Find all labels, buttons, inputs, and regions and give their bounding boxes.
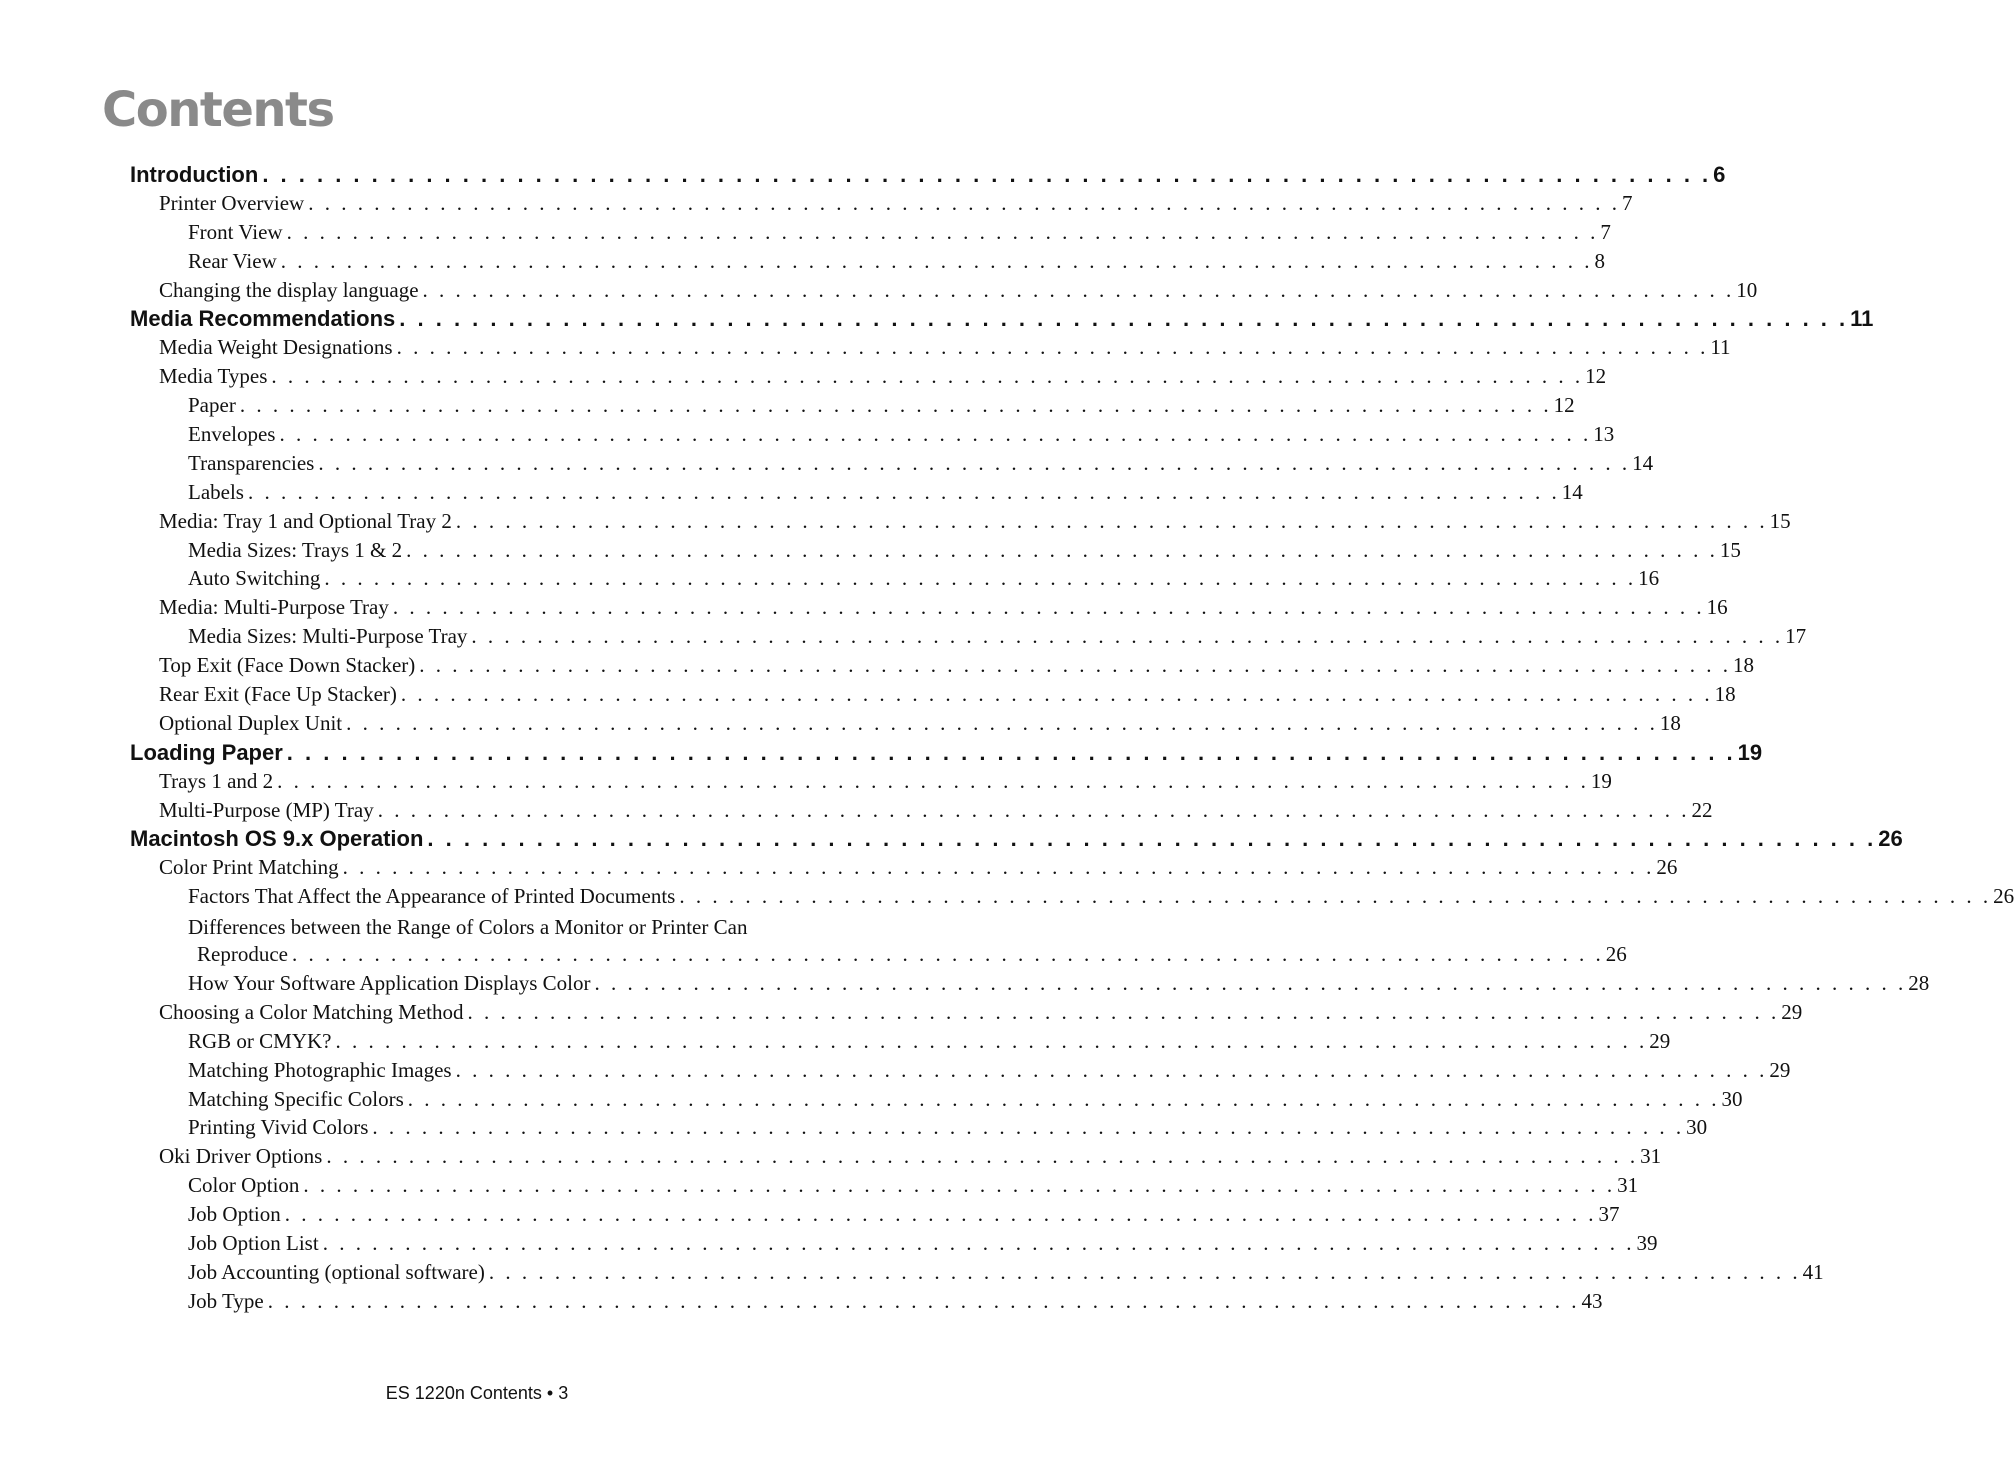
toc-entry-title: Rear Exit (Face Up Stacker) [159, 682, 397, 707]
toc-entry-title: Printing Vivid Colors [188, 1115, 369, 1140]
toc-entry-title: Color Option [188, 1173, 300, 1198]
toc-entry-page-number: 11 [1850, 306, 1874, 332]
toc-entry-page-number: 6 [1713, 162, 1726, 187]
dot-leader: . . . . . . . . . . . . . . . . . . . . . . . . . . . . . . . . . . . . . . . . . . . . . . . . . . . . . . . . . . . . . . . . . . . . . . . . . . . . . . . . [455, 508, 1768, 533]
toc-entry[interactable] [130, 710, 1681, 740]
toc-entry-title: RGB or CMYK? [188, 1028, 332, 1053]
dot-leader: . . . . . . . . . . . . . . . . . . . . . . . . . . . . . . . . . . . . . . . . . . . . . . . . . . . . . . . . . . . . . . . . . . . . . . . . . . . . . . . . [377, 797, 1690, 822]
toc-entry[interactable] [130, 1086, 1743, 1116]
toc-entry-title: Loading Paper [130, 739, 283, 765]
dot-leader: . . . . . . . . . . . . . . . . . . . . . . . . . . . . . . . . . . . . . . . . . . . . . . . . . . . . . . . . . . . . . . . . . . . . . . . . . . . . . . . . [342, 855, 1655, 880]
toc-entry-page-number: 26 [1993, 884, 2014, 909]
toc-entry[interactable] [130, 364, 1607, 393]
toc-entry-page-number: 28 [1908, 970, 1930, 995]
toc-entry[interactable] [130, 653, 1755, 682]
toc-entry[interactable] [130, 393, 1575, 422]
dot-leader: . . . . . . . . . . . . . . . . . . . . . . . . . . . . . . . . . . . . . . . . . . . . . . . . . . . . . . . . . . . . . . . . . . . . . . . . . . . . . . . . [303, 1173, 1616, 1198]
dot-leader: . . . . . . . . . . . . . . . . . . . . . . . . . . . . . . . . . . . . . . . . . . . . . . . . . . . . . . . . . . . . . . . . . . . . . . . . . . . . . . . . [326, 1144, 1639, 1169]
toc-entry-page-number: 13 [1593, 422, 1615, 447]
dot-leader: . . . . . . . . . . . . . . . . . . . . . . . . . . . . . . . . . . . . . . . . . . . . . . . . . . . . . . . . . . . . . . . . . . . . . . . . . . . . . . . . [262, 162, 1712, 187]
toc-entry-page-number: 18 [1659, 710, 1681, 735]
toc-entry-title: Rear View [188, 248, 277, 273]
toc-entry-page-number: 16 [1706, 595, 1728, 620]
toc-entry-title: Matching Photographic Images [188, 1057, 452, 1082]
toc-entry[interactable] [130, 826, 1903, 855]
toc-entry[interactable] [130, 1288, 1603, 1318]
toc-entry-page-number: 22 [1691, 797, 1713, 822]
dot-leader: . . . . . . . . . . . . . . . . . . . . . . . . . . . . . . . . . . . . . . . . . . . . . . . . . . . . . . . . . . . . . . . . . . . . . . . . . . . . . . . . [308, 190, 1620, 215]
toc-entry[interactable] [130, 884, 2014, 913]
toc-entry-title: Color Print Matching [159, 855, 339, 880]
dot-leader: . . . . . . . . . . . . . . . . . . . . . . . . . . . . . . . . . . . . . . . . . . . . . . . . . . . . . . . . . . . . . . . . . . . . . . . . . . . . . . . . [277, 768, 1589, 793]
toc-entry[interactable] [130, 1259, 1824, 1289]
toc-entry[interactable] [130, 595, 1728, 624]
toc-entry-page-number: 31 [1617, 1173, 1639, 1198]
toc-entry[interactable] [130, 537, 1741, 567]
dot-leader: . . . . . . . . . . . . . . . . . . . . . . . . . . . . . . . . . . . . . . . . . . . . . . . . . . . . . . . . . . . . . . . . . . . . . . . . . . . . . . . . [239, 393, 1552, 418]
toc-entry-page-number: 29 [1649, 1028, 1671, 1053]
toc-entry[interactable] [130, 190, 1633, 220]
toc-entry-title: Paper [188, 393, 236, 418]
dot-leader: . . . . . . . . . . . . . . . . . . . . . . . . . . . . . . . . . . . . . . . . . . . . . . . . . . . . . . . . . . . . . . . . . . . . . . . . . . . . . . . . [594, 970, 1907, 995]
toc-entry[interactable] [130, 999, 1803, 1029]
dot-leader: . . . . . . . . . . . . . . . . . . . . . . . . . . . . . . . . . . . . . . . . . . . . . . . . . . . . . . . . . . . . . . . . . . . . . . . . . . . . . . . . [488, 1259, 1801, 1284]
toc-entry[interactable] [130, 1028, 1671, 1058]
dot-leader: . . . . . . . . . . . . . . . . . . . . . . . . . . . . . . . . . . . . . . . . . . . . . . . . . . . . . . . . . . . . . . . . . . . . . . . . . . . . . . . . [467, 999, 1780, 1024]
toc-entry[interactable] [130, 624, 1807, 653]
toc-entry-title: Macintosh OS 9.x Operation [130, 826, 424, 852]
toc-entry-page-number: 31 [1640, 1144, 1662, 1169]
toc-entry-page-number: 17 [1785, 624, 1807, 649]
dot-leader: . . . . . . . . . . . . . . . . . . . . . . . . . . . . . . . . . . . . . . . . . . . . . . . . . . . . . . . . . . . . . . . . . . . . . . . . . . . . . . . . [346, 710, 1658, 735]
toc-entry-page-number: 26 [1878, 826, 1903, 852]
dot-leader: . . . . . . . . . . . . . . . . . . . . . . . . . . . . . . . . . . . . . . . . . . . . . . . . . . . . . . . . . . . . . . . . . . . . . . . . . . . . . . . . [322, 1230, 1635, 1255]
toc-entry-title: Envelopes [188, 422, 276, 447]
toc-entry[interactable] [130, 162, 1726, 191]
toc-entry-page-number: 30 [1686, 1115, 1708, 1140]
toc-entry-page-number: 7 [1600, 219, 1611, 244]
dot-leader: . . . . . . . . . . . . . . . . . . . . . . . . . . . . . . . . . . . . . . . . . . . . . . . . . . . . . . . . . . . . . . . . . . . . . . . . . . . . . . . . [318, 450, 1631, 475]
dot-leader: . . . . . . . . . . . . . . . . . . . . . . . . . . . . . . . . . . . . . . . . . . . . . . . . . . . . . . . . . . . . . . . . . . . . . . . . . . . . . . . . [419, 653, 1732, 678]
toc-entry-page-number: 12 [1553, 393, 1575, 418]
page-footer: ES 1220n Contents • 3 [385, 1383, 569, 1403]
dot-leader: . . . . . . . . . . . . . . . . . . . . . . . . . . . . . . . . . . . . . . . . . . . . . . . . . . . . . . . . . . . . . . . . . . . . . . . . . . . . . . . . [400, 682, 1713, 707]
toc-entry-title: Media Weight Designations [159, 335, 393, 360]
dot-leader: . . . . . . . . . . . . . . . . . . . . . . . . . . . . . . . . . . . . . . . . . . . . . . . . . . . . . . . . . . . . . . . . . . . . . . . . . . . . . . . . [324, 566, 1637, 591]
toc-entry-page-number: 37 [1598, 1202, 1620, 1227]
toc-entry[interactable] [130, 1057, 1791, 1087]
dot-leader: . . . . . . . . . . . . . . . . . . . . . . . . . . . . . . . . . . . . . . . . . . . . . . . . . . . . . . . . . . . . . . . . . . . . . . . . . . . . . . . . [372, 1115, 1685, 1140]
toc-entry-page-number: 7 [1621, 190, 1633, 215]
toc-entry-title: Job Option List [188, 1230, 319, 1255]
toc-entry[interactable] [130, 739, 1763, 769]
toc-entry[interactable] [130, 479, 1583, 509]
dot-leader: . . . . . . . . . . . . . . . . . . . . . . . . . . . . . . . . . . . . . . . . . . . . . . . . . . . . . . . . . . . . . . . . . . . . . . . . . . . . . . . . [679, 884, 1992, 909]
toc-entry-page-number: 30 [1721, 1086, 1743, 1111]
table-of-contents [130, 162, 2014, 1318]
toc-entry-title: Job Accounting (optional software) [188, 1259, 485, 1284]
dot-leader: . . . . . . . . . . . . . . . . . . . . . . . . . . . . . . . . . . . . . . . . . . . . . . . . . . . . . . . . . . . . . . . . . . . . . . . . . . . . . . . . [247, 479, 1560, 504]
toc-entry[interactable] [130, 248, 1605, 278]
dot-leader: . . . . . . . . . . . . . . . . . . . . . . . . . . . . . . . . . . . . . . . . . . . . . . . . . . . . . . . . . . . . . . . . . . . . . . . . . . . . . . . . [280, 248, 1593, 273]
toc-entry-title: Introduction [130, 162, 259, 187]
toc-entry[interactable] [130, 566, 1660, 595]
toc-entry-title: Reproduce [197, 942, 288, 967]
toc-entry-title: Oki Driver Options [159, 1144, 323, 1169]
toc-entry-page-number: 16 [1638, 566, 1660, 591]
dot-leader: . . . . . . . . . . . . . . . . . . . . . . . . . . . . . . . . . . . . . . . . . . . . . . . . . . . . . . . . . . . . . . . . . . . . . . . . . . . . . . . . [392, 595, 1705, 620]
toc-entry[interactable] [130, 682, 1736, 711]
toc-entry[interactable] [130, 219, 1611, 249]
toc-entry[interactable] [130, 277, 1758, 307]
toc-entry-page-number: 14 [1632, 450, 1654, 475]
dot-leader: . . . . . . . . . . . . . . . . . . . . . . . . . . . . . . . . . . . . . . . . . . . . . . . . . . . . . . . . . . . . . . . . . . . . . . . . . . . . . . . . [279, 422, 1592, 447]
toc-entry[interactable] [130, 855, 1678, 884]
toc-entry-title: Factors That Affect the Appearance of Printed Documents [188, 884, 676, 909]
toc-entry[interactable] [130, 335, 1731, 364]
dot-leader: . . . . . . . . . . . . . . . . . . . . . . . . . . . . . . . . . . . . . . . . . . . . . . . . . . . . . . . . . . . . . . . . . . . . . . . . . . . . . . . . [271, 364, 1584, 389]
toc-entry-title: Media Sizes: Multi-Purpose Tray [188, 624, 468, 649]
toc-entry-title: Media Sizes: Trays 1 & 2 [188, 537, 403, 562]
dot-leader: . . . . . . . . . . . . . . . . . . . . . . . . . . . . . . . . . . . . . . . . . . . . . . . . . . . . . . . . . . . . . . . . . . . . . . . . . . . . . . . . [406, 537, 1718, 562]
toc-entry[interactable] [130, 508, 1791, 538]
toc-entry-title: Printer Overview [159, 190, 305, 215]
toc-entry-page-number: 18 [1714, 682, 1736, 707]
toc-entry-title: Front View [188, 219, 283, 244]
toc-entry-page-number: 15 [1719, 537, 1741, 562]
toc-entry-page-number: 19 [1737, 739, 1763, 765]
toc-entry-title: Job Option [188, 1202, 281, 1227]
dot-leader: . . . . . . . . . . . . . . . . . . . . . . . . . . . . . . . . . . . . . . . . . . . . . . . . . . . . . . . . . . . . . . . . . . . . . . . . . . . . . . . . [284, 1202, 1597, 1227]
toc-entry[interactable] [130, 1144, 1662, 1173]
dot-leader: . . . . . . . . . . . . . . . . . . . . . . . . . . . . . . . . . . . . . . . . . . . . . . . . . . . . . . . . . . . . . . . . . . . . . . . . . . . . . . . . [291, 942, 1604, 967]
dot-leader: . . . . . . . . . . . . . . . . . . . . . . . . . . . . . . . . . . . . . . . . . . . . . . . . . . . . . . . . . . . . . . . . . . . . . . . . . . . . . . . . [286, 739, 1736, 765]
toc-entry-page-number: 8 [1594, 248, 1605, 273]
toc-entry[interactable] [130, 450, 1654, 480]
toc-entry-title: Optional Duplex Unit [159, 710, 343, 735]
toc-entry-page-number: 43 [1581, 1288, 1603, 1313]
toc-entry-title-line[interactable]: Differences between the Range of Colors a Monitor or Printer Can [188, 915, 748, 940]
toc-entry-title: Labels [188, 479, 244, 504]
toc-entry-title: Changing the display language [159, 277, 419, 302]
dot-leader: . . . . . . . . . . . . . . . . . . . . . . . . . . . . . . . . . . . . . . . . . . . . . . . . . . . . . . . . . . . . . . . . . . . . . . . . . . . . . . . . [427, 826, 1877, 852]
toc-entry-page-number: 29 [1769, 1057, 1791, 1082]
toc-entry-title: Multi-Purpose (MP) Tray [159, 797, 374, 822]
toc-entry[interactable] [130, 1115, 1708, 1144]
toc-entry-page-number: 26 [1656, 855, 1678, 880]
toc-entry-title: Matching Specific Colors [188, 1086, 404, 1111]
toc-entry-title: Media Types [159, 364, 268, 389]
toc-entry-title: Top Exit (Face Down Stacker) [159, 653, 416, 678]
toc-entry[interactable] [130, 422, 1615, 451]
toc-entry-page-number: 14 [1561, 479, 1583, 504]
toc-entry[interactable] [130, 970, 1930, 1000]
toc-entry-page-number: 19 [1590, 768, 1612, 793]
dot-leader: . . . . . . . . . . . . . . . . . . . . . . . . . . . . . . . . . . . . . . . . . . . . . . . . . . . . . . . . . . . . . . . . . . . . . . . . . . . . . . . . [399, 306, 1849, 332]
toc-entry-page-number: 18 [1733, 653, 1755, 678]
toc-entry[interactable] [130, 768, 1612, 798]
dot-leader: . . . . . . . . . . . . . . . . . . . . . . . . . . . . . . . . . . . . . . . . . . . . . . . . . . . . . . . . . . . . . . . . . . . . . . . . . . . . . . . . [267, 1288, 1580, 1313]
dot-leader: . . . . . . . . . . . . . . . . . . . . . . . . . . . . . . . . . . . . . . . . . . . . . . . . . . . . . . . . . . . . . . . . . . . . . . . . . . . . . . . . [286, 219, 1599, 244]
toc-entry-page-number: 29 [1781, 999, 1803, 1024]
toc-entry[interactable] [130, 942, 1627, 971]
toc-entry-title: Job Type [188, 1288, 264, 1313]
toc-entry[interactable] [130, 1173, 1639, 1202]
toc-entry-title: Trays 1 and 2 [159, 768, 274, 793]
toc-entry[interactable] [130, 1202, 1620, 1231]
toc-entry-title: Media Recommendations [130, 306, 396, 332]
toc-entry-title: Media: Multi-Purpose Tray [159, 595, 389, 620]
toc-entry-page-number: 12 [1585, 364, 1607, 389]
toc-entry-title: Transparencies [188, 450, 315, 475]
toc-entry-page-number: 41 [1802, 1259, 1824, 1284]
toc-entry[interactable] [130, 797, 1713, 827]
toc-entry[interactable] [130, 1230, 1658, 1260]
dot-leader: . . . . . . . . . . . . . . . . . . . . . . . . . . . . . . . . . . . . . . . . . . . . . . . . . . . . . . . . . . . . . . . . . . . . . . . . . . . . . . . . [422, 277, 1735, 302]
toc-entry-title: Media: Tray 1 and Optional Tray 2 [159, 508, 452, 533]
toc-entry-title: How Your Software Application Displays Color [188, 970, 591, 995]
toc-entry-page-number: 26 [1605, 942, 1627, 967]
dot-leader: . . . . . . . . . . . . . . . . . . . . . . . . . . . . . . . . . . . . . . . . . . . . . . . . . . . . . . . . . . . . . . . . . . . . . . . . . . . . . . . . [396, 335, 1709, 360]
toc-entry-page-number: 39 [1636, 1230, 1658, 1255]
dot-leader: . . . . . . . . . . . . . . . . . . . . . . . . . . . . . . . . . . . . . . . . . . . . . . . . . . . . . . . . . . . . . . . . . . . . . . . . . . . . . . . . [335, 1028, 1648, 1053]
toc-entry-title: Choosing a Color Matching Method [159, 999, 464, 1024]
toc-entry-page-number: 15 [1769, 508, 1791, 533]
toc-entry[interactable] [130, 306, 1874, 335]
toc-entry-page-number: 11 [1710, 335, 1731, 360]
dot-leader: . . . . . . . . . . . . . . . . . . . . . . . . . . . . . . . . . . . . . . . . . . . . . . . . . . . . . . . . . . . . . . . . . . . . . . . . . . . . . . . . [471, 624, 1784, 649]
page-title: Contents [102, 82, 334, 138]
dot-leader: . . . . . . . . . . . . . . . . . . . . . . . . . . . . . . . . . . . . . . . . . . . . . . . . . . . . . . . . . . . . . . . . . . . . . . . . . . . . . . . . [455, 1057, 1768, 1082]
dot-leader: . . . . . . . . . . . . . . . . . . . . . . . . . . . . . . . . . . . . . . . . . . . . . . . . . . . . . . . . . . . . . . . . . . . . . . . . . . . . . . . . [407, 1086, 1720, 1111]
toc-entry-title: Auto Switching [188, 566, 321, 591]
toc-entry-page-number: 10 [1736, 277, 1758, 302]
